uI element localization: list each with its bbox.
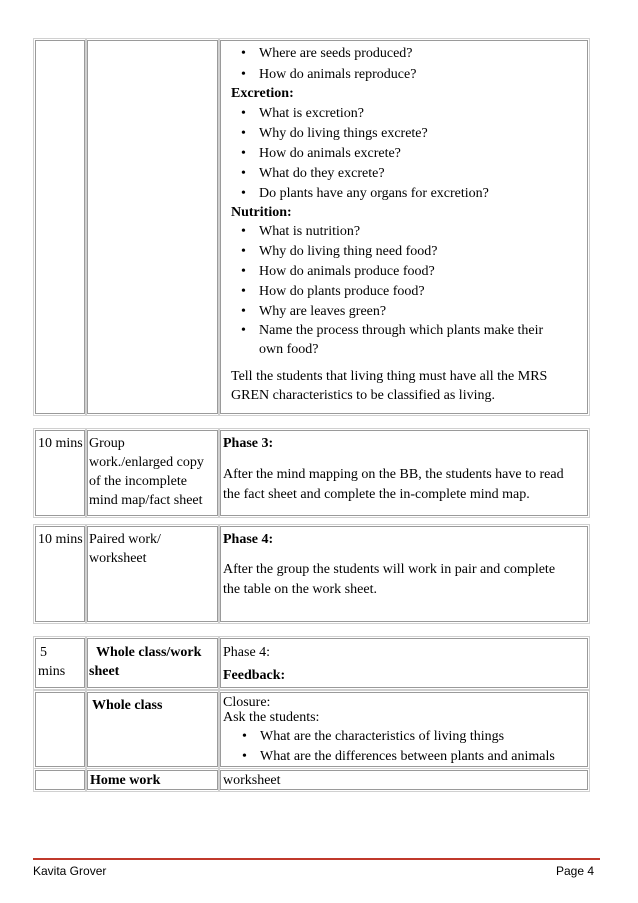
feedback-heading: Feedback: <box>223 668 286 683</box>
method-cell <box>87 638 218 688</box>
list-item: • Do plants have any organs for excretion? <box>241 186 489 201</box>
content-cell <box>220 692 588 767</box>
time-cell <box>35 40 85 414</box>
content-cell <box>220 40 588 414</box>
table-row <box>33 40 588 414</box>
list-item-continuation: own food? <box>259 342 319 357</box>
content-cell <box>220 430 588 516</box>
time-text: 5 <box>40 645 47 660</box>
instruction-text: Tell the students that living thing must have all the MRS <box>231 369 548 384</box>
list-item: • Where are seeds produced? <box>241 46 413 61</box>
excretion-heading: Excretion: <box>231 86 294 101</box>
instruction-text: GREN characteristics to be classified as living. <box>231 388 495 403</box>
list-item: • Why do living thing need food? <box>241 244 438 259</box>
homework-text: worksheet <box>223 773 281 788</box>
closure-text: Ask the students: <box>223 710 320 725</box>
table-row <box>33 526 588 622</box>
time-cell <box>35 770 85 790</box>
list-item: • What are the characteristics of living things <box>242 729 505 744</box>
method-text: mind map/fact sheet <box>89 493 203 508</box>
table-row <box>33 692 588 767</box>
list-item: • What is excretion? <box>241 106 364 121</box>
phase-description: After the group the students will work in pair and complete <box>223 562 556 577</box>
list-item: • What do they excrete? <box>241 166 385 181</box>
content-cell <box>220 638 588 688</box>
method-text: Paired work/ <box>89 532 161 547</box>
phase-description: the table on the work sheet. <box>223 582 377 597</box>
table-row <box>33 430 588 516</box>
content-cell <box>220 526 588 622</box>
method-cell <box>87 770 218 790</box>
list-item: • How do plants produce food? <box>241 284 425 299</box>
phase-heading: Phase 4: <box>223 645 271 660</box>
content-cell <box>220 770 588 790</box>
footer-author: Kavita Grover <box>33 864 107 878</box>
method-cell <box>87 526 218 622</box>
time-text: 10 mins <box>38 436 83 451</box>
time-cell <box>35 430 85 516</box>
time-cell <box>35 638 85 688</box>
nutrition-heading: Nutrition: <box>231 205 292 220</box>
method-text: Home work <box>90 773 161 788</box>
footer-rule <box>33 858 600 860</box>
phase-heading: Phase 3: <box>223 436 274 451</box>
list-item: • Why do living things excrete? <box>241 126 428 141</box>
method-text: Whole class/work <box>96 645 202 660</box>
method-text: worksheet <box>89 551 147 566</box>
list-item: • How do animals reproduce? <box>241 67 417 82</box>
phase-description: After the mind mapping on the BB, the students have to read <box>223 467 564 482</box>
list-item: • Name the process through which plants make their <box>241 323 544 338</box>
method-cell <box>87 40 218 414</box>
method-text: Group <box>89 436 125 451</box>
method-cell <box>87 692 218 767</box>
list-item: • What is nutrition? <box>241 224 361 239</box>
phase-description: the fact sheet and complete the in-complete mind map. <box>223 487 530 502</box>
footer-page-number: Page 4 <box>556 864 595 878</box>
list-item: • How do animals excrete? <box>241 146 401 161</box>
method-text: of the incomplete <box>89 474 187 489</box>
time-text: 10 mins <box>38 532 83 547</box>
method-cell <box>87 430 218 516</box>
table-row <box>33 638 588 688</box>
method-text: Whole class <box>92 698 163 713</box>
list-item: • What are the differences between plants and animals <box>242 749 555 764</box>
table-row <box>33 770 588 790</box>
time-cell <box>35 526 85 622</box>
list-item: • Why are leaves green? <box>241 304 387 319</box>
phase-heading: Phase 4: <box>223 532 274 547</box>
time-text: mins <box>38 664 66 679</box>
method-text: work./enlarged copy <box>89 455 204 470</box>
list-item: • How do animals produce food? <box>241 264 435 279</box>
time-cell <box>35 692 85 767</box>
method-text: sheet <box>89 664 120 679</box>
closure-heading: Closure: <box>223 695 271 710</box>
